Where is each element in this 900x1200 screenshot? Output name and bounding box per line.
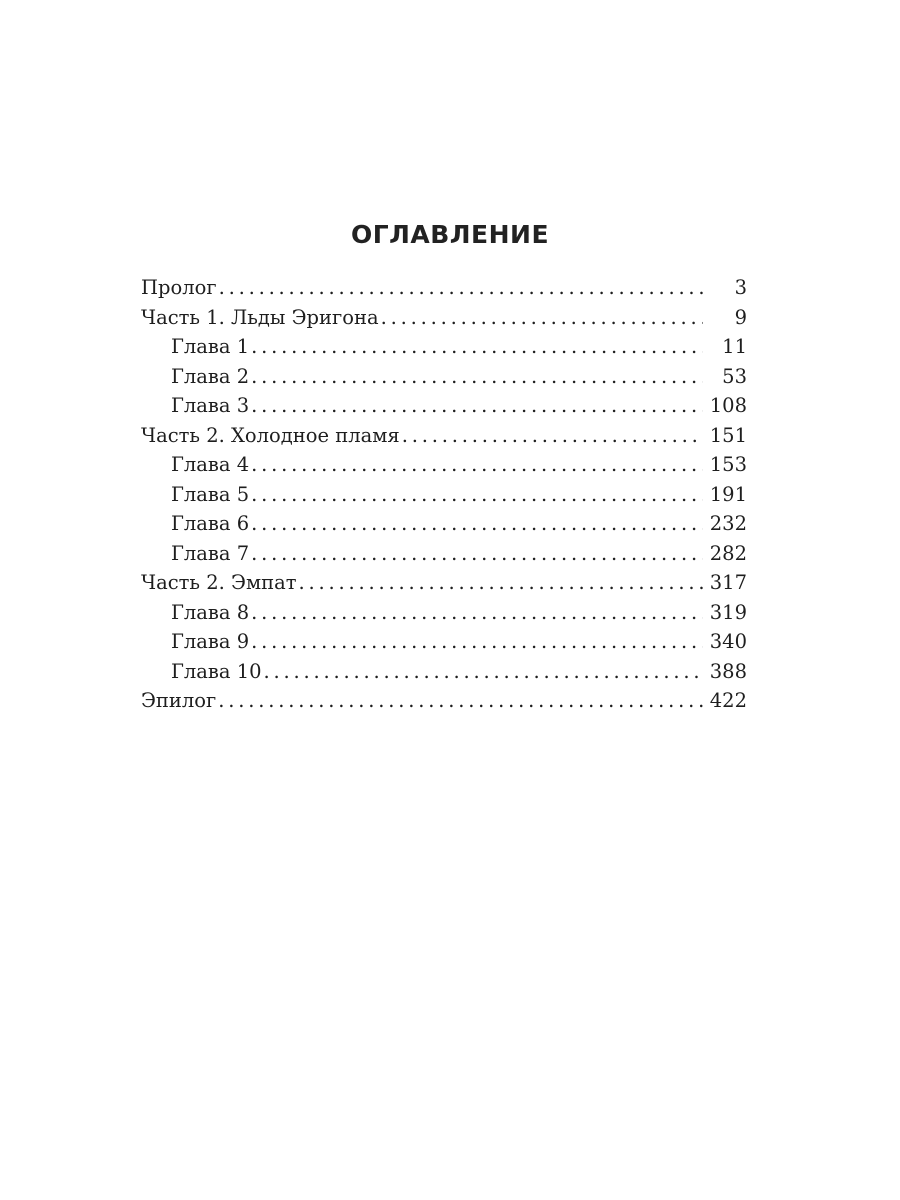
toc-entry-page: 11 (722, 335, 747, 358)
toc-entry-label: Глава 1 (171, 335, 250, 358)
toc-entry-chapter-5 (141, 480, 747, 510)
toc-entry-page: 232 (709, 512, 747, 535)
toc-entry-prologue (141, 273, 747, 303)
toc-entry-label: Глава 5 (171, 482, 250, 506)
dot-leader (219, 273, 703, 303)
toc-entry-page: 191 (709, 482, 747, 506)
dot-leader (251, 450, 703, 480)
toc-entry-label: Глава 8 (171, 600, 250, 624)
toc-entry-page: 3 (734, 276, 747, 299)
toc-entry-chapter-2 (141, 362, 747, 392)
toc-entry-chapter-1 (141, 332, 747, 362)
toc-title: ОГЛАВЛЕНИЕ (350, 220, 550, 249)
dot-leader (251, 391, 703, 421)
toc-entry-label: Часть 2. Холодное пламя (141, 423, 400, 447)
toc-entry-page: 317 (709, 571, 747, 594)
toc-entry-chapter-6 (141, 509, 747, 539)
toc-entry-page: 422 (709, 689, 747, 712)
dot-leader (218, 686, 703, 716)
toc-entry-label: Глава 3 (171, 394, 250, 417)
toc-entry-page: 319 (709, 600, 747, 624)
toc-entry-part-3 (141, 568, 747, 598)
dot-leader (381, 303, 703, 333)
dot-leader (299, 568, 703, 598)
toc-entry-label: Глава 2 (171, 364, 250, 388)
toc-entry-label: Глава 10 (171, 659, 262, 683)
toc-entry-chapter-10 (141, 657, 747, 687)
dot-leader (251, 362, 703, 392)
toc-entry-page: 108 (709, 394, 747, 417)
toc-list (141, 273, 747, 716)
toc-entry-label: Глава 6 (171, 512, 250, 535)
dot-leader (251, 627, 703, 657)
dot-leader (402, 421, 703, 451)
toc-entry-page: 340 (709, 630, 747, 653)
dot-leader (251, 598, 703, 628)
toc-entry-page: 153 (709, 453, 747, 476)
toc-entry-page: 388 (709, 659, 747, 683)
toc-entry-label: Глава 7 (171, 541, 250, 565)
toc-entry-chapter-8 (141, 598, 747, 628)
toc-entry-label: Эпилог (141, 689, 217, 712)
toc-entry-epilogue (141, 686, 747, 716)
toc-entry-label: Глава 9 (171, 630, 250, 653)
dot-leader (251, 332, 703, 362)
toc-entry-chapter-7 (141, 539, 747, 569)
toc-entry-label: Часть 1. Льды Эригона (141, 305, 379, 329)
toc-entry-part-1 (141, 303, 747, 333)
toc-entry-chapter-4 (141, 450, 747, 480)
toc-entry-page: 151 (709, 423, 747, 447)
toc-entry-label: Глава 4 (171, 453, 250, 476)
toc-entry-label: Пролог (141, 276, 217, 299)
toc-entry-label: Часть 2. Эмпат (141, 571, 297, 594)
toc-entry-page: 282 (709, 541, 747, 565)
toc-entry-chapter-9 (141, 627, 747, 657)
toc-entry-page: 53 (722, 364, 747, 388)
dot-leader (264, 657, 703, 687)
dot-leader (251, 509, 703, 539)
toc-entry-page: 9 (734, 305, 747, 329)
toc-entry-chapter-3 (141, 391, 747, 421)
dot-leader (251, 480, 703, 510)
dot-leader (251, 539, 703, 569)
toc-entry-part-2 (141, 421, 747, 451)
